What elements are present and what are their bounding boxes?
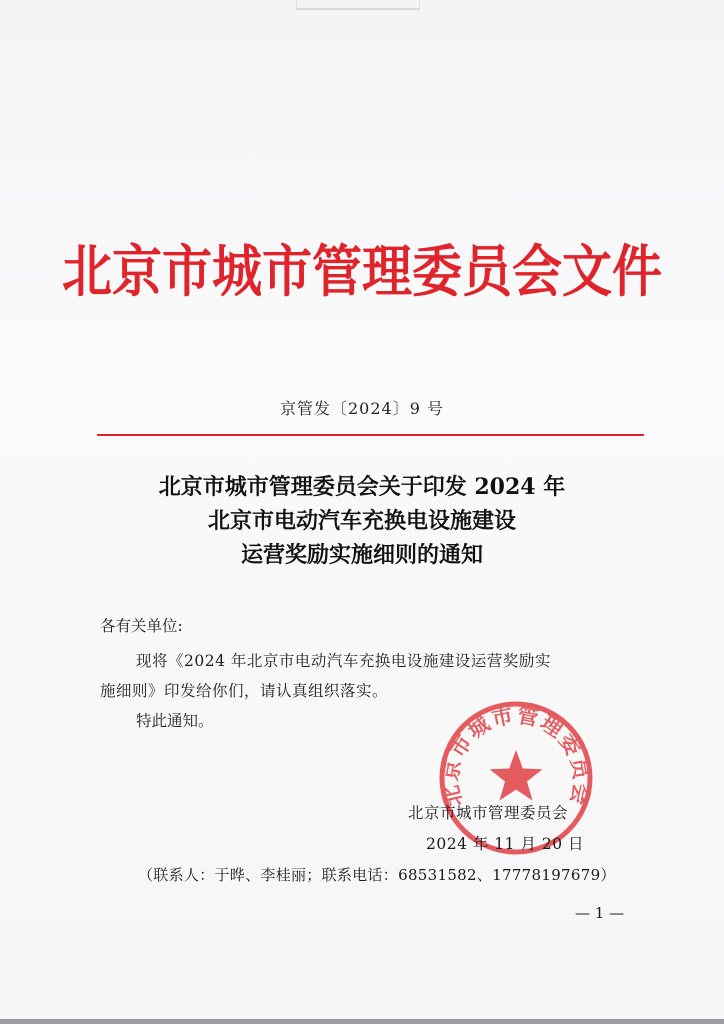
notice-title-line-2: 北京市电动汽车充换电设施建设 (207, 508, 516, 534)
body-paragraph-1-line-2: 施细则》印发给你们，请认真组织落实。 (100, 682, 389, 700)
document-number: 京管发〔2024〕9 号 (280, 399, 444, 418)
body-paragraph-2: 特此通知。 (136, 712, 214, 730)
red-divider-line (97, 434, 644, 436)
notice-title-line-1: 北京市城市管理委员会关于印发 2024 年 (158, 474, 566, 500)
contact-info: （联系人：于晔、李桂丽；联系电话：68531582、17778197679） (138, 866, 616, 884)
salutation: 各有关单位: (100, 617, 183, 635)
scan-top-mark (296, 0, 420, 10)
notice-title (0, 470, 724, 572)
notice-title-line-3: 运营奖励实施细则的通知 (240, 542, 483, 568)
signing-authority: 北京市城市管理委员会 (408, 804, 569, 822)
body-paragraph-1-line-1: 现将《2024 年北京市电动汽车充换电设施建设运营奖励实 (136, 652, 551, 670)
document-header-title: 北京市城市管理委员会文件 (62, 238, 662, 305)
svg-text:北京市城市管理委员会: 北京市城市管理委员会 (438, 703, 594, 809)
signing-date: 2024 年 11 月 20 日 (426, 835, 585, 853)
scan-bottom-edge (0, 1019, 724, 1024)
page-number: — 1 — (575, 904, 625, 922)
